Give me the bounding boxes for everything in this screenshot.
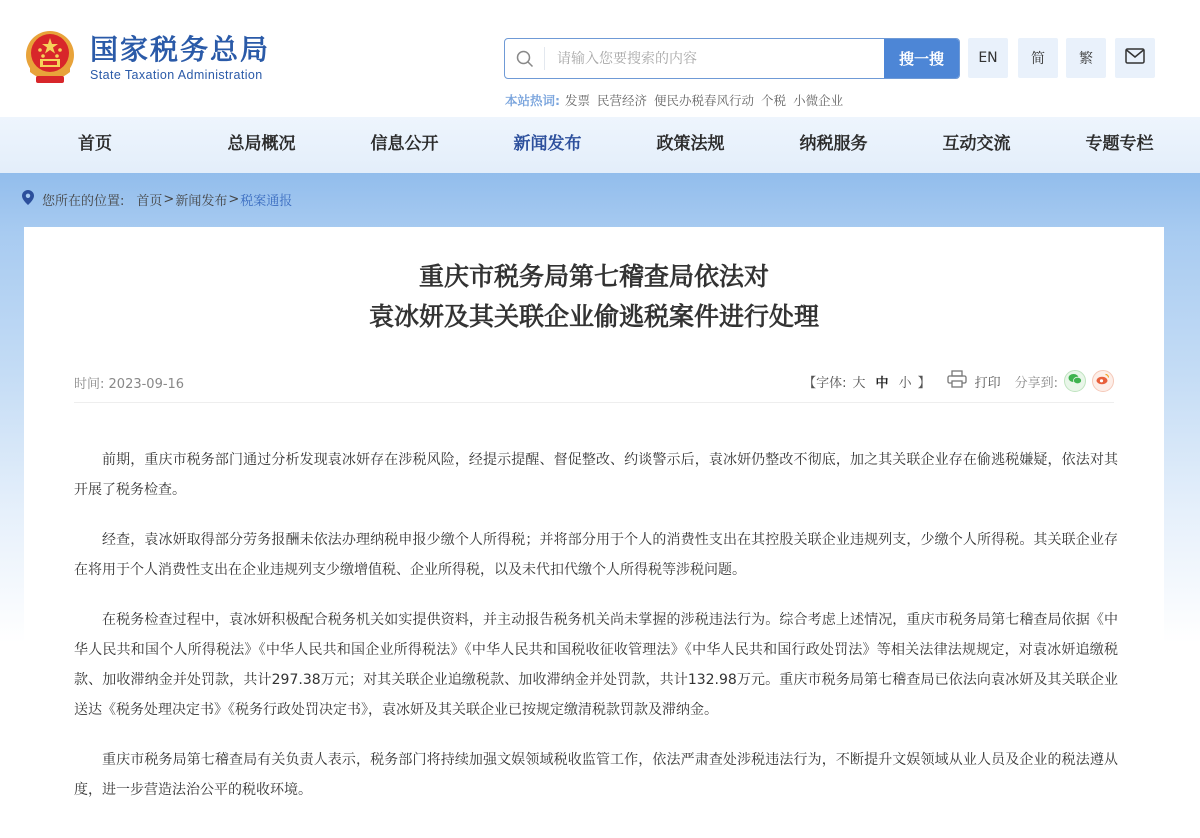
article-title-line-1: 重庆市税务局第七稽查局依法对 xyxy=(418,262,769,291)
share-label: 分享到: xyxy=(1014,375,1058,391)
article-card xyxy=(24,227,1164,838)
logo-chinese-name: 国家税务总局 xyxy=(90,32,271,66)
article-title xyxy=(24,257,1164,337)
breadcrumb-prefix: 您所在的位置: xyxy=(42,194,125,209)
breadcrumb xyxy=(22,190,292,209)
font-size-close: 】 xyxy=(917,375,931,391)
share-wechat-button[interactable] xyxy=(1064,370,1086,392)
nav-item-interaction[interactable]: 互动交流 xyxy=(942,134,1011,154)
simplified-chinese-button[interactable]: 简 xyxy=(1018,38,1058,78)
breadcrumb-separator: > xyxy=(163,192,175,207)
hot-keyword-link[interactable]: 个税 xyxy=(761,93,787,108)
nav-item-overview[interactable]: 总局概况 xyxy=(227,134,296,154)
breadcrumb-separator: > xyxy=(228,192,240,207)
hot-keyword-link[interactable]: 便民办税春风行动 xyxy=(654,93,755,108)
font-size-small-button[interactable]: 小 xyxy=(898,375,912,391)
logo-english-name: State Taxation Administration xyxy=(90,67,263,82)
hot-keyword-link[interactable]: 小微企业 xyxy=(793,93,844,108)
hot-keyword-link[interactable]: 发票 xyxy=(565,93,591,108)
nav-item-special-topics[interactable]: 专题专栏 xyxy=(1085,134,1154,154)
hot-keywords-label: 本站热词: xyxy=(505,93,560,108)
date-value: 2023-09-16 xyxy=(108,377,185,392)
mail-icon xyxy=(1125,48,1145,68)
hot-keyword-link[interactable]: 民营经济 xyxy=(597,93,648,108)
search-button[interactable]: 搜一搜 xyxy=(884,39,959,78)
font-size-medium-button[interactable]: 中 xyxy=(875,375,889,391)
nav-item-information[interactable]: 信息公开 xyxy=(370,134,439,154)
print-button[interactable] xyxy=(947,370,1001,392)
traditional-chinese-button[interactable]: 繁 xyxy=(1066,38,1106,78)
article-paragraph: 重庆市税务局第七稽查局有关负责人表示，税务部门将持续加强文娱领域税收监管工作，依法严肃查处涉税违法行为，不断提升文娱领域从业人员及企业的税法遵从度，进一步营造法治公平的税收环境。 xyxy=(74,752,1118,798)
publish-date xyxy=(74,373,184,392)
nav-item-home[interactable]: 首页 xyxy=(78,134,112,154)
national-emblem-icon xyxy=(22,28,78,86)
printer-icon xyxy=(947,370,967,392)
weibo-icon xyxy=(1096,373,1110,389)
main-nav xyxy=(0,117,1200,173)
article-paragraph: 在税务检查过程中，袁冰妍积极配合税务机关如实提供资料，并主动报告税务机关尚未掌握的涉税违法行为。综合考虑上述情况，重庆市税务局第七稽查局依据《中华人民共和国个人所得税法》《中华人民共和国企业所得税法》《中华人民共和国税收征收管理法》《中华人民共和国行政处罚法》等相关法律法规规定，对袁冰妍追缴税款、加收滞纳金并处罚款，共计297.38万元；对其关联企业追缴税款、加收滞纳金并处罚款，共计132.98万元。重庆市税务局第七稽查局已依法向袁冰妍及其关联企业送达《税务处理决定书》《税务行政处罚决定书》，袁冰妍及其关联企业已按规定缴清税款罚款及滞纳金。 xyxy=(74,612,1118,718)
search-input[interactable] xyxy=(545,39,884,78)
article-paragraph: 经查，袁冰妍取得部分劳务报酬未依法办理纳税申报少缴个人所得税；并将部分用于个人的消费性支出在其控股关联企业违规列支，少缴个人所得税。其关联企业存在将用于个人消费性支出在企业违规列支少缴增值税、企业所得税，以及未代扣代缴个人所得税等涉税问题。 xyxy=(74,532,1118,578)
wechat-icon xyxy=(1068,373,1082,389)
breadcrumb-current[interactable]: 税案通报 xyxy=(240,194,293,209)
search-bar xyxy=(504,38,960,79)
print-label: 打印 xyxy=(974,375,1001,391)
article-paragraph: 前期，重庆市税务部门通过分析发现袁冰妍存在涉税风险，经提示提醒、督促整改、约谈警示后，袁冰妍仍整改不彻底，加之其关联企业存在偷逃税嫌疑，依法对其开展了税务检查。 xyxy=(74,452,1118,498)
font-size-large-button[interactable]: 大 xyxy=(852,375,866,391)
font-size-open: 【字体: xyxy=(803,375,847,391)
article-meta xyxy=(74,370,1114,403)
search-icon xyxy=(505,47,545,70)
nav-item-news[interactable]: 新闻发布 xyxy=(513,134,582,154)
nav-item-taxpayer-service[interactable]: 纳税服务 xyxy=(799,134,868,154)
breadcrumb-home[interactable]: 首页 xyxy=(136,194,163,209)
location-pin-icon xyxy=(22,190,34,209)
site-logo[interactable] xyxy=(22,28,270,86)
hot-keywords xyxy=(505,91,843,109)
nav-item-policy[interactable]: 政策法规 xyxy=(656,134,725,154)
article-title-line-2: 袁冰妍及其关联企业偷逃税案件进行处理 xyxy=(368,302,819,331)
breadcrumb-news[interactable]: 新闻发布 xyxy=(175,194,228,209)
mail-button[interactable] xyxy=(1115,38,1155,78)
date-label: 时间: xyxy=(74,377,105,392)
article-tools xyxy=(803,370,1114,392)
share-weibo-button[interactable] xyxy=(1092,370,1114,392)
site-header xyxy=(0,0,1200,117)
article-body xyxy=(74,445,1118,825)
english-version-button[interactable]: EN xyxy=(968,38,1008,78)
